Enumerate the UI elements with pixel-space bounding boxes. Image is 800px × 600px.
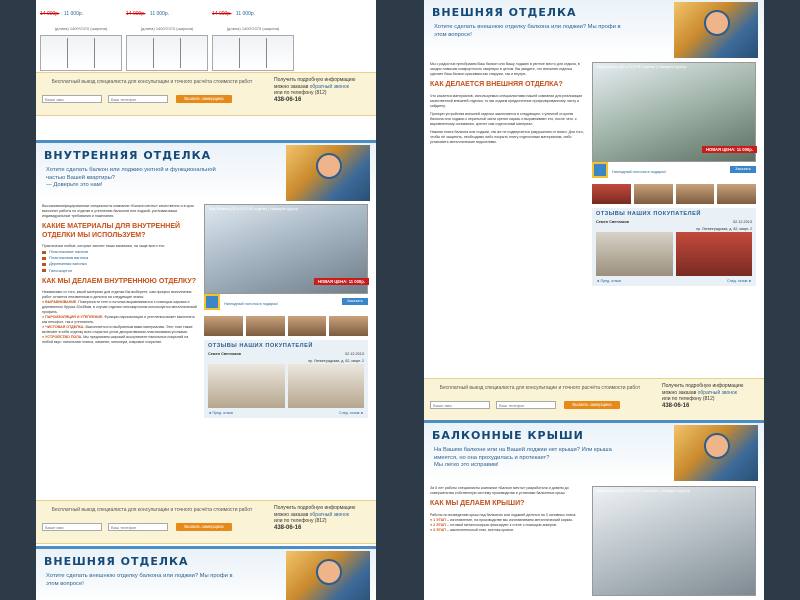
- reviews-block: [204, 340, 368, 418]
- review-photo[interactable]: [288, 364, 365, 408]
- window-image: [126, 35, 208, 71]
- step-text: Мы предлагаем широкий ассортимент напольных покрытий на любой вкус: напольная плитка, ламинат, линолеум, ковровое покрытие.: [42, 335, 189, 345]
- step-title: ● ЧИСТОВАЯ ОТДЕЛКА.: [42, 325, 85, 330]
- left-page: [36, 0, 376, 600]
- how-heading: КАК МЫ ДЕЛАЕМ ВНУТРЕННЮЮ ОТДЕЛКУ?: [42, 277, 197, 285]
- thumbnail[interactable]: [329, 316, 368, 336]
- consult-form: [36, 72, 376, 116]
- review-nav: [208, 411, 364, 415]
- next-review-link[interactable]: След. отзыв ►: [727, 279, 752, 283]
- new-price: 11 000р.: [63, 11, 84, 17]
- subtitle-line: На Вашем балконе или на Вашей лоджии нет крыши? Или крыша имеется, но она прохудилась и протекает?: [434, 447, 612, 461]
- contact-info: [274, 77, 370, 103]
- step-text: Поверхности стен и потолка выравниваются с помощью каркаса и деревянного бруска 20х45мм, в случае отделки гипсокартоном используется металлический профиль.: [42, 300, 197, 315]
- exterior-hero: [36, 546, 376, 600]
- before-after-photo[interactable]: [592, 62, 756, 162]
- worker-illustration: [286, 551, 370, 600]
- section-title: ВНЕШНЯЯ ОТДЕЛКА: [44, 555, 189, 568]
- review-meta: [208, 352, 364, 356]
- right-page: [424, 0, 764, 600]
- order-button[interactable]: Заказать: [730, 166, 756, 173]
- step-text: Выполняется по выбранным вами материалам. Этот этап также включает в себя отделку всех открытых углов декоративными пластиковыми уголками.: [42, 325, 193, 335]
- review-photos: [208, 364, 364, 408]
- section-title: ВНЕШНЯЯ ОТДЕЛКА: [432, 6, 577, 19]
- before-after-photo[interactable]: [592, 486, 756, 596]
- step-text: Функции пароизоляции и утепления может выполнять как пенофол, так и утеплитель.: [42, 315, 195, 325]
- gift-icon: [592, 162, 608, 178]
- info-line: можно заказав: [274, 511, 309, 518]
- section-title: ВНУТРЕННЯЯ ОТДЕЛКА: [44, 149, 212, 162]
- info-line: или по телефону (812): [274, 90, 327, 96]
- review-photo[interactable]: [596, 232, 673, 276]
- thumbnail[interactable]: [246, 316, 285, 336]
- how-text: Независимо от того, какой материал для отделки Вы выберете, сам процесс выполнения работ остается неизменным и делится на следующие этапы:: [42, 290, 192, 300]
- section-title: БАЛКОННЫЕ КРЫШИ: [432, 429, 584, 442]
- reviews-block: [592, 208, 756, 286]
- consult-text: Бесплатный выезд специалиста для консультации и точного расчёта стоимости работ: [51, 507, 253, 513]
- review-author: Семен Светлаков: [596, 220, 629, 224]
- phone-number: 438-06-16: [274, 96, 302, 103]
- worker-illustration: [674, 425, 758, 481]
- old-price: 14 000р.: [212, 11, 232, 17]
- materials-intro: Практически любые, которые захотят наши заказчики, на чаще всего это:: [42, 244, 165, 248]
- photo-caption: Вид балкона ДО и ПОСЛЕ установки | Наведите курсор: [597, 489, 690, 493]
- gift-row: [592, 162, 756, 182]
- gift-row: [204, 294, 368, 314]
- review-address: пр. Ленинградская, д. 82, кварт. 2: [308, 359, 364, 363]
- section-subtitle: [434, 447, 624, 470]
- material-link[interactable]: Деревянная вагонка: [42, 261, 198, 267]
- exterior-hero: [424, 0, 764, 58]
- thumbnail[interactable]: [717, 184, 756, 204]
- reviews-title: ОТЗЫВЫ НАШИХ ПОКУПАТЕЛЕЙ: [596, 211, 701, 217]
- name-input[interactable]: [42, 523, 102, 531]
- new-price: 11 000р.: [149, 11, 170, 17]
- old-price: 14 000р.: [126, 11, 146, 17]
- materials-list: [42, 249, 198, 274]
- review-address: пр. Ленинградская, д. 82, кварт. 2: [696, 227, 752, 231]
- article-media: [592, 486, 756, 596]
- step-text: – изготовление, на производстве мы изготавливаем металлический каркас.: [446, 517, 574, 522]
- thumbnail[interactable]: [288, 316, 327, 336]
- worker-illustration: [286, 145, 370, 201]
- intro-text: Мы с радостью преобразим Ваш балкон или Вашу лоджию в уютное место для отдыха, в заодно повысим комфортность квартиры в целом. Вы увидите, что внешняя отделка сделает Ваш балкон красивым как снаружи, так и внутри.: [430, 62, 580, 76]
- intro-text: Высококвалифицированные специалисты компании «Балкон мечты» качественно и в срок выполнят работы по отделке и утеплению балконов или лоджий, учитывая ваши индивидуальные требования и пожелания.: [42, 204, 194, 218]
- subtitle-line: Хотите сделать балкон или лоджию уютной и функциональной частью Вашей квартиры?: [46, 167, 216, 181]
- roofs-heading: КАК МЫ ДЕЛАЕМ КРЫШИ?: [430, 500, 525, 507]
- thumbnail-row: [592, 184, 756, 204]
- review-photos: [596, 232, 752, 276]
- interior-article: [36, 200, 376, 422]
- how-heading: КАК ДЕЛАЕТСЯ ВНЕШНЯЯ ОТДЕЛКА?: [430, 81, 563, 88]
- product-item: [126, 2, 208, 70]
- new-price: 11 000р.: [235, 11, 256, 17]
- material-link[interactable]: Пластиковая вагонка: [42, 255, 198, 261]
- contact-info: [662, 383, 758, 409]
- materials-heading: КАКИЕ МАТЕРИАЛЫ ДЛЯ ВНУТРЕННЕЙ ОТДЕЛКИ МЫ ИСПОЛЬЗУЕМ?: [42, 223, 181, 239]
- call-measurer-button[interactable]: Вызвать замерщика: [564, 401, 620, 409]
- article-media: [592, 62, 756, 286]
- material-link[interactable]: Пластиковые панели: [42, 249, 198, 255]
- section-subtitle: Хотите сделать внешнюю отделку балкона или лоджии? Мы профи в этом вопросе!: [434, 24, 621, 38]
- article-text: [430, 62, 586, 286]
- callback-link[interactable]: обратный звонок: [309, 83, 349, 90]
- size-label: (длина) 1400*2370 (ширина): [226, 26, 280, 31]
- contact-info: [274, 505, 370, 531]
- call-measurer-button[interactable]: Вызвать замерщика: [176, 523, 232, 531]
- phone-number: 438-06-16: [274, 524, 302, 531]
- info-line: можно заказав: [274, 83, 309, 90]
- gift-link[interactable]: Наглядный потолок в подарок!: [224, 302, 278, 306]
- info-line: или по телефону (812): [274, 518, 327, 524]
- phone-input[interactable]: [108, 95, 168, 103]
- order-button[interactable]: Заказать: [342, 298, 368, 305]
- section-subtitle: Хотите сделать внешнюю отделку балкона или лоджии? Мы профи в этом вопросе!: [46, 573, 233, 587]
- before-after-photo[interactable]: [204, 204, 368, 294]
- gift-icon: [204, 294, 220, 310]
- review-date: 02.12.2013: [344, 352, 364, 356]
- material-link[interactable]: Гипсокартон: [42, 268, 198, 274]
- roofs-hero: [424, 420, 764, 480]
- subtitle-line: — Доверьте это нам!: [46, 182, 103, 188]
- step-title: ● 3 ЭТАП: [430, 527, 446, 532]
- thumbnail[interactable]: [592, 184, 631, 204]
- product-strip: [36, 0, 376, 72]
- price-badge: НОВАЯ ЦЕНА: 11 000р.: [702, 146, 757, 153]
- product-item: [212, 2, 294, 70]
- callback-link[interactable]: обратный звонок: [309, 511, 349, 518]
- prev-review-link[interactable]: ◄ Пред. отзыв: [596, 279, 621, 283]
- phone-input[interactable]: [108, 523, 168, 531]
- size-label: (длина) 1400*2370 (ширина): [140, 26, 194, 31]
- review-photo[interactable]: [676, 232, 753, 276]
- review-photo[interactable]: [208, 364, 285, 408]
- callback-link[interactable]: обратный звонок: [697, 389, 737, 396]
- gift-link[interactable]: Наглядный потолок в подарок!: [612, 170, 666, 174]
- section-subtitle: [46, 167, 236, 190]
- photo-caption: Вид балкона ДО и ПОСЛЕ отделки | Наведите курсор: [209, 207, 299, 211]
- info-line: Получить подробную информацию: [274, 505, 356, 511]
- next-review-link[interactable]: След. отзыв ►: [339, 411, 364, 415]
- thumbnail[interactable]: [634, 184, 673, 204]
- roofs-text: Работы по возведению крыш над балконом или лоджией делятся на 3 основных этапа:: [430, 512, 577, 517]
- info-line: Получить подробную информацию: [662, 383, 744, 389]
- photo-caption: Вид балкона ДО и ПОСЛЕ отделки | Наведите курсор: [597, 65, 687, 69]
- step-title: ● 1 ЭТАП: [430, 517, 446, 522]
- review-author: Семен Светлаков: [208, 352, 241, 356]
- product-item: [40, 2, 122, 70]
- phone-input[interactable]: [496, 401, 556, 409]
- subtitle-line: Мы легко это исправим!: [434, 462, 499, 468]
- info-line: можно заказав: [662, 389, 697, 396]
- review-nav: [596, 279, 752, 283]
- consult-text: Бесплатный выезд специалиста для консультации и точного расчёта стоимости работ: [51, 79, 253, 85]
- step-text: – заключительный этап, монтаж кровли.: [446, 527, 514, 532]
- article-media: [204, 204, 368, 418]
- thumbnail[interactable]: [204, 316, 243, 336]
- review-meta: [596, 220, 752, 224]
- roofs-article: [424, 482, 764, 600]
- how-text: Что касается материалов, используемых специалистами нашей компании для реализации качественной внешней отделки, то мы отдаем предпочтение профилированному листу и сайдингу.: [430, 93, 583, 108]
- exterior-article: [424, 58, 764, 290]
- consult-form: [36, 500, 376, 544]
- old-price: 14 000р.: [40, 11, 60, 17]
- call-measurer-button[interactable]: Вызвать замерщика: [176, 95, 232, 103]
- size-label: (длина) 1400*2370 (ширина): [54, 26, 108, 31]
- info-line: или по телефону (812): [662, 396, 715, 402]
- phone-number: 438-06-16: [662, 402, 690, 409]
- window-image: [212, 35, 294, 71]
- prev-review-link[interactable]: ◄ Пред. отзыв: [208, 411, 233, 415]
- article-text: [42, 204, 198, 418]
- step-title: ● ПАРОИЗОЛЯЦИЯ И УТЕПЛЕНИЕ.: [42, 315, 104, 320]
- thumbnail[interactable]: [676, 184, 715, 204]
- consult-text: Бесплатный выезд специалиста для консультации и точного расчёта стоимости работ: [439, 385, 641, 391]
- extra-text: Нижняя плита балкона или лоджии, так же не подвергается разрушению от влаги. Для того, чтобы её защитить, необходимо либо покрыть плиту отделочным материалом, либо установить металлические водоотливы.: [430, 129, 584, 144]
- window-image: [40, 35, 122, 71]
- step-title: ● УСТРОЙСТВО ПОЛА.: [42, 335, 83, 340]
- consult-form: [424, 378, 764, 422]
- thumbnail-row: [204, 316, 368, 336]
- price-badge: НОВАЯ ЦЕНА: 11 000р.: [314, 278, 369, 285]
- step-title: ● ВЫРАВНИВАНИЕ.: [42, 300, 78, 305]
- reviews-title: ОТЗЫВЫ НАШИХ ПОКУПАТЕЛЕЙ: [208, 343, 313, 349]
- name-input[interactable]: [430, 401, 490, 409]
- article-text: [430, 486, 586, 596]
- worker-illustration: [674, 2, 758, 58]
- step-text: – готовый металлокаркас фиксируют к стене с помощью анкеров.: [446, 522, 557, 527]
- info-line: Получить подробную информацию: [274, 77, 356, 83]
- intro-text: За 5 лет работы специалисты компании «Балкон мечты» разработали и довели до совершенства собственную систему производства и установки балконных крыш.: [430, 486, 569, 495]
- interior-hero: [36, 140, 376, 200]
- step-title: ● 2 ЭТАП: [430, 522, 446, 527]
- review-date: 02.12.2013: [732, 220, 752, 224]
- name-input[interactable]: [42, 95, 102, 103]
- steps-text: Принцип устройства внешней отделки заключается в следующем: с уличной стороны балкона или лоджии к перильной части крепят каркас и выравнивают его, после чего, к выровненному основанию, крепят сам отделочный материал.: [430, 111, 577, 126]
